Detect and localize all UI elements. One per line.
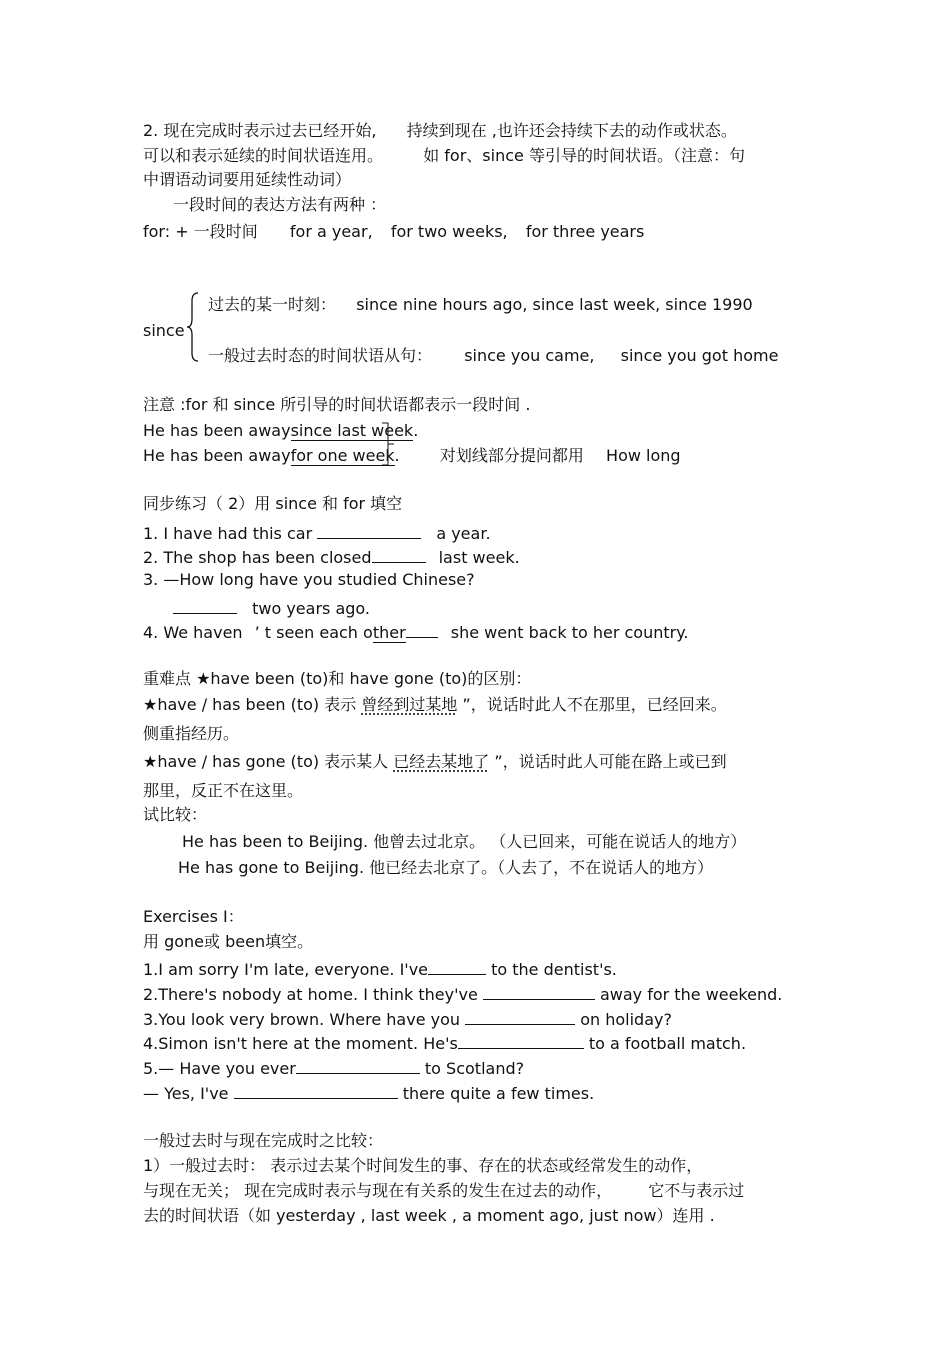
- question-text: 5.— Have you ever: [143, 1059, 296, 1078]
- question-hint: 对划线部分提问都用: [439, 446, 584, 465]
- try-compare-label: 试比较：: [143, 805, 208, 824]
- question-text: to a football match.: [583, 1034, 747, 1053]
- exercises-title: Exercises I：: [143, 907, 244, 926]
- contrast-line-2: [143, 1181, 744, 1201]
- two-methods-line: 一段时间的表达方法有两种 ：: [173, 195, 387, 214]
- answer-blank[interactable]: [317, 522, 421, 539]
- have-gone-rule: [143, 752, 727, 772]
- since-row-1: [208, 295, 753, 315]
- answer-blank[interactable]: [372, 546, 426, 563]
- compare-example-2: He has gone to Beijing. 他已经去北京了。（人去了，不在说话人的地方）: [178, 858, 714, 877]
- have-gone-rule-cont: 那里，反正不在这里。: [143, 781, 304, 800]
- rule-text: ★have / has gone (to) 表示某人: [143, 752, 394, 771]
- intro-line-1: [143, 121, 737, 141]
- rule-text: ★have / has been (to) 表示: [143, 695, 362, 714]
- question-text: away for the weekend.: [594, 985, 783, 1004]
- emphasized-text: 曾经到过某地: [361, 695, 458, 714]
- exercise-q3: [143, 1008, 672, 1030]
- answer-blank[interactable]: [483, 983, 595, 1000]
- since-row-label: 过去的某一时刻：: [208, 295, 337, 314]
- example-text: He has been away: [143, 446, 291, 465]
- for-example: for two weeks,: [390, 222, 508, 241]
- intro-line-3: 中谓语动词要用延续性动词）: [143, 170, 352, 189]
- answer-blank[interactable]: [406, 621, 438, 638]
- answer-blank[interactable]: [428, 958, 486, 975]
- since-row-example: since nine hours ago, since last week, since 1990: [356, 295, 753, 314]
- rule-text: ”，说话时此人不在那里，已经回来。: [457, 695, 727, 714]
- intro-text: 如 for、since 等引导的时间状语。（注意：句: [423, 146, 745, 165]
- note-example-1: [143, 421, 418, 441]
- apostrophe: ’: [254, 623, 260, 642]
- underlined-phrase: since last week: [290, 421, 414, 440]
- since-row-2: [208, 346, 778, 366]
- since-row-label: 一般过去时态的时间状语从句：: [208, 346, 433, 365]
- have-been-rule: [143, 695, 727, 715]
- question-text: two years ago.: [247, 599, 370, 618]
- contrast-line-3: 去的时间状语（如 yesterday , last week , a moment ago, just now）连用 .: [143, 1206, 715, 1225]
- rule-text: ”，说话时此人可能在路上或已到: [489, 752, 727, 771]
- question-text: last week.: [433, 548, 520, 567]
- question-text: 2. The shop has been closed: [143, 548, 372, 567]
- example-text: He has been away: [143, 421, 291, 440]
- intro-text: 可以和表示延续的时间状语连用。: [143, 146, 384, 165]
- question-text: 3.You look very brown. Where have you: [143, 1010, 466, 1029]
- emphasized-text: 已经去某地了: [393, 752, 490, 771]
- question-text: — Yes, I've: [143, 1084, 234, 1103]
- exercise-q4: [143, 1032, 746, 1054]
- for-label: for: + 一段时间: [143, 222, 258, 241]
- answer-blank[interactable]: [234, 1082, 398, 1099]
- contrast-text: 它不与表示过: [648, 1181, 745, 1200]
- question-text: on holiday?: [575, 1010, 672, 1029]
- contrast-text: 与现在无关； 现在完成时表示与现在有关系的发生在过去的动作，: [143, 1181, 613, 1200]
- practice-q3-answer: [173, 597, 370, 619]
- exercise-q5: [143, 1057, 524, 1079]
- practice-q1: [143, 522, 491, 544]
- question-text: 4. We haven: [143, 623, 243, 642]
- underlined-phrase: for one week: [290, 446, 395, 465]
- compare-title: 重难点 ★have been (to)和 have gone (to)的区别：: [143, 669, 532, 688]
- answer-blank[interactable]: [173, 597, 237, 614]
- bracket-arrow-icon: [378, 421, 396, 469]
- exercise-q2: [143, 983, 782, 1005]
- question-text: ther: [372, 623, 406, 642]
- have-been-rule-cont: 侧重指经历。: [143, 724, 240, 743]
- practice-title: 同步练习（ 2）用 since 和 for 填空: [143, 494, 403, 513]
- example-text: .: [394, 446, 400, 465]
- question-text: there quite a few times.: [397, 1084, 595, 1103]
- exercise-q5-answer: [143, 1082, 594, 1104]
- intro-line-2: [143, 146, 745, 166]
- note-example-2: [143, 446, 681, 466]
- question-text: to Scotland?: [419, 1059, 525, 1078]
- note-line: 注意 :for 和 since 所引导的时间状语都表示一段时间 .: [143, 395, 531, 414]
- intro-text: 持续到现在 ,也许还会持续下去的动作或状态。: [406, 121, 737, 140]
- contrast-title: 一般过去时与现在完成时之比较：: [143, 1131, 384, 1150]
- question-text: 2.There's nobody at home. I think they've: [143, 985, 483, 1004]
- question-text: 4.Simon isn't here at the moment. He's: [143, 1034, 458, 1053]
- for-line: [143, 222, 644, 242]
- compare-example-1: He has been to Beijing. 他曾去过北京。 （人已回来，可能在说话人的地方）: [182, 832, 747, 851]
- since-label: since: [143, 321, 185, 340]
- for-example: for a year,: [289, 222, 373, 241]
- practice-q4: [143, 621, 688, 643]
- question-text: 1.I am sorry I'm late, everyone. I've: [143, 960, 429, 979]
- practice-q3: 3. —How long have you studied Chinese?: [143, 570, 475, 589]
- question-text: t seen each o: [259, 623, 373, 642]
- question-text: 1. I have had this car: [143, 524, 318, 543]
- intro-text: 2. 现在完成时表示过去已经开始,: [143, 121, 377, 140]
- answer-blank[interactable]: [458, 1032, 584, 1049]
- curly-brace-icon: [186, 291, 200, 363]
- question-text: to the dentist's.: [486, 960, 617, 979]
- contrast-line-1: 1）一般过去时： 表示过去某个时间发生的事、存在的状态或经常发生的动作，: [143, 1156, 703, 1175]
- answer-blank[interactable]: [296, 1057, 420, 1074]
- for-example: for three years: [525, 222, 645, 241]
- how-long-text: How long: [606, 446, 681, 465]
- since-row-example: since you came,: [464, 346, 595, 365]
- question-text: she went back to her country.: [445, 623, 689, 642]
- since-row-example: since you got home: [620, 346, 779, 365]
- question-text: a year.: [431, 524, 491, 543]
- practice-q2: [143, 546, 520, 568]
- exercises-instruction: 用 gone或 been填空。: [143, 932, 314, 951]
- exercise-q1: [143, 958, 617, 980]
- answer-blank[interactable]: [465, 1008, 575, 1025]
- example-text: .: [413, 421, 419, 440]
